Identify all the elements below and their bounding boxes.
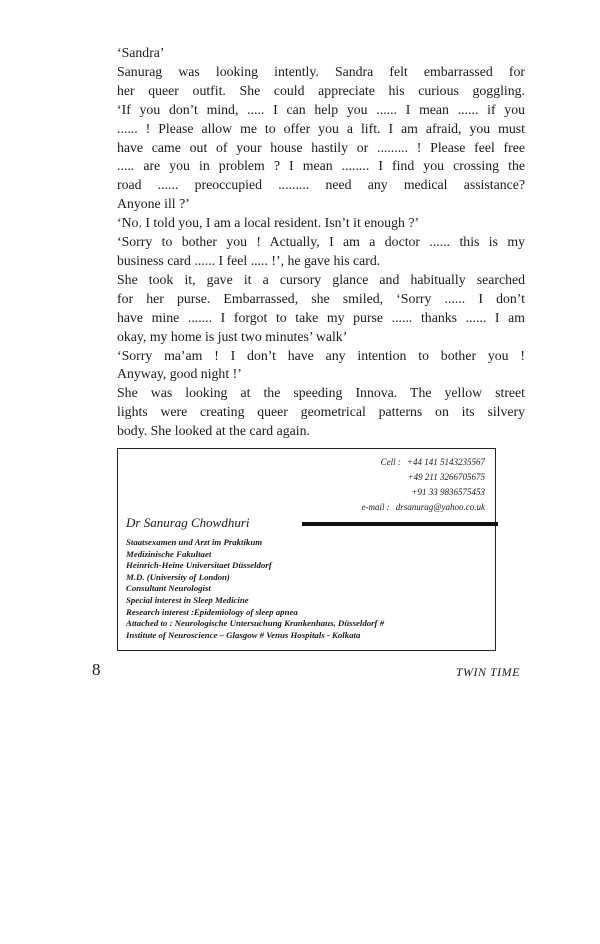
text-line: road ...... preoccupied ......... need any medical assistance? <box>117 177 525 193</box>
business-card <box>117 448 496 651</box>
qualification-line: Medizinische Fakultaet <box>126 548 212 559</box>
qualification-line: Staatsexamen und Arzt im Praktikum <box>126 537 263 547</box>
text-line: ..... are you in problem ? I mean ........ I find you crossing the <box>117 158 525 174</box>
qualification-line: Heinrich-Heine Universitaet Düsseldorf <box>126 560 272 571</box>
doctor-name: Dr Sanurag Chowdhuri <box>126 515 250 530</box>
text-line: ‘No. I told you, I am a local resident. Isn’t it enough ?’ <box>117 215 420 231</box>
phone-number: +49 211 3266705675 <box>407 472 485 482</box>
story-text <box>117 44 525 441</box>
email-label: e-mail : <box>361 502 390 512</box>
qualification-line: Research interest :Epidemiology of sleep apnea <box>126 606 298 617</box>
text-line: ...... ! Please allow me to offer you a lift. I am afraid, you must <box>117 120 525 136</box>
page-number: 8 <box>92 660 101 679</box>
card-contacts <box>225 455 485 515</box>
cell-row <box>225 455 485 470</box>
qualification-line: M.D. (University of London) <box>126 571 230 582</box>
text-line: Anyway, good night !’ <box>117 366 242 382</box>
text-line: ‘Sorry ma’am ! I don’t have any intention to bother you ! <box>117 347 525 363</box>
email-row <box>225 500 485 515</box>
phone-row <box>225 485 485 500</box>
text-line: have mine ....... I forgot to take my purse ...... thanks ...... I am <box>117 309 525 325</box>
qualification-line: Institute of Neuroscience – Glasgow # Venus Hospitals - Kolkata <box>126 629 361 640</box>
qualification-line: Special interest in Sleep Medicine <box>126 594 249 605</box>
text-line: ‘Sorry to bother you ! Actually, I am a doctor ...... this is my <box>117 234 525 250</box>
text-line: her queer outfit. She could appreciate his curious goggling. <box>117 82 525 98</box>
text-line: body. She looked at the card again. <box>117 423 310 439</box>
phone-row <box>225 470 485 485</box>
text-line: for her purse. Embarrassed, she smiled, ‘Sorry ...... I don’t <box>117 290 525 306</box>
text-line: business card ...... I feel ..... !’, he gave his card. <box>117 252 381 268</box>
text-line: ‘Sandra’ <box>117 45 165 60</box>
cell-label: Cell : <box>380 457 401 467</box>
running-title: TWIN TIME <box>455 665 520 679</box>
qualification-line: Attached to : Neurologische Untersuchung Krankenhaus, Düsseldorf # <box>126 618 385 629</box>
text-line: okay, my home is just two minutes’ walk’ <box>117 328 348 344</box>
text-line: She took it, gave it a cursory glance and habitually searched <box>117 271 525 287</box>
email-address: drsanurag@yahoo.co.uk <box>395 502 485 512</box>
text-line: lights were creating queer geometrical patterns on its silvery <box>117 404 525 420</box>
card-name-row <box>126 515 498 533</box>
divider <box>302 522 498 526</box>
text-line: Sanurag was looking intently. Sandra felt embarrassed for <box>117 63 525 79</box>
qualification-line: Consultant Neurologist <box>126 583 211 594</box>
text-line: have came out of your house hastily or ......... ! Please feel free <box>117 139 525 155</box>
phone-number: +44 141 5143235567 <box>406 457 485 467</box>
text-line: She was looking at the speeding Innova. The yellow street <box>117 385 525 401</box>
text-line: ‘If you don’t mind, ..... I can help you ...... I mean ...... if you <box>117 101 525 117</box>
text-line: Anyone ill ?’ <box>117 196 190 212</box>
qualifications-list <box>126 537 491 641</box>
phone-number: +91 33 9836575453 <box>411 487 485 497</box>
